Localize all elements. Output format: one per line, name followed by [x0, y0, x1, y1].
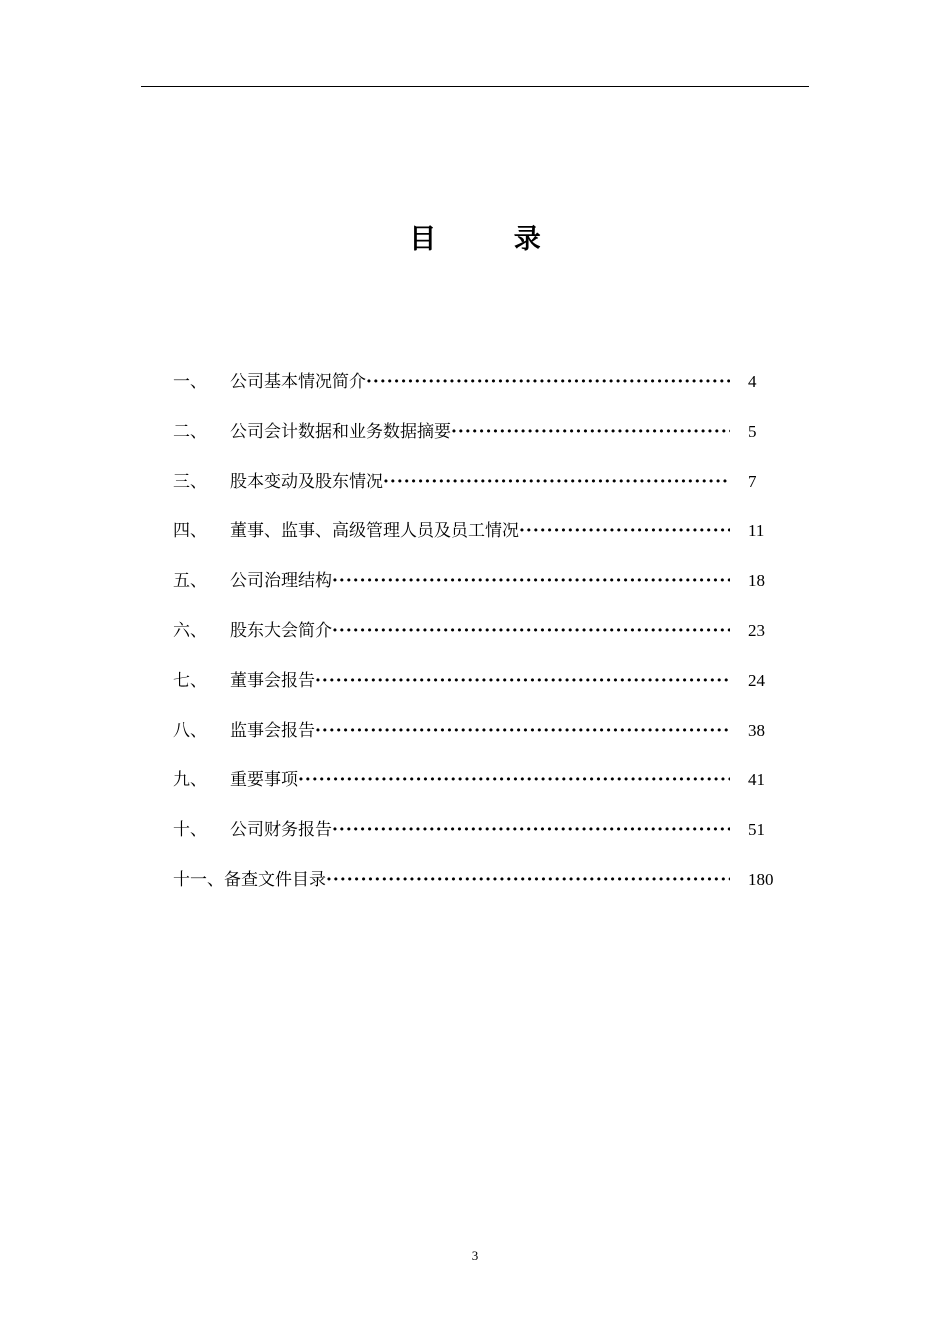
toc-dot-leader — [383, 468, 730, 496]
header-rule — [141, 86, 809, 87]
toc-item-text: 公司基本情况简介 — [230, 368, 366, 396]
toc-item-page: 18 — [748, 571, 765, 591]
toc-item-text: 备查文件目录 — [224, 866, 326, 894]
toc-dot-leader — [326, 866, 730, 894]
toc-item-page: 11 — [748, 521, 765, 541]
toc-item-7[interactable] — [173, 667, 793, 717]
toc-item-text: 股东大会简介 — [230, 617, 332, 645]
toc-item-number: 六、 — [173, 620, 207, 641]
toc-item-11[interactable] — [173, 866, 793, 916]
toc-item-number: 五、 — [173, 571, 207, 592]
toc-item-text: 董事会报告 — [230, 667, 315, 695]
toc-list — [173, 368, 793, 916]
toc-item-text: 公司治理结构 — [230, 567, 332, 595]
toc-dot-leader — [298, 766, 730, 794]
toc-item-page: 5 — [748, 421, 757, 441]
toc-item-page: 4 — [748, 372, 757, 391]
toc-item-text: 重要事项 — [230, 766, 298, 794]
toc-item-page: 7 — [748, 471, 757, 491]
toc-item-4[interactable] — [173, 517, 793, 567]
toc-item-text: 公司财务报告 — [230, 816, 332, 844]
toc-item-number: 十一、 — [173, 869, 224, 890]
toc-item-3[interactable] — [173, 468, 793, 518]
toc-dot-leader — [451, 418, 730, 446]
toc-item-10[interactable] — [173, 816, 793, 866]
toc-item-1[interactable] — [173, 368, 793, 418]
toc-dot-leader — [332, 617, 730, 645]
toc-item-page: 24 — [748, 670, 765, 690]
toc-item-number: 十、 — [173, 820, 207, 841]
toc-item-2[interactable] — [173, 418, 793, 468]
toc-item-page: 180 — [748, 869, 774, 889]
toc-item-number: 七、 — [173, 670, 207, 691]
toc-dot-leader — [519, 517, 730, 545]
toc-dot-leader — [366, 368, 730, 396]
toc-item-5[interactable] — [173, 567, 793, 617]
toc-item-number: 八、 — [173, 720, 207, 741]
toc-item-8[interactable] — [173, 717, 793, 767]
page-number: 3 — [471, 1248, 479, 1263]
toc-item-text: 公司会计数据和业务数据摘要 — [230, 418, 451, 446]
toc-item-page: 51 — [748, 820, 765, 840]
toc-item-page: 23 — [748, 620, 765, 640]
toc-item-number: 三、 — [173, 471, 207, 492]
toc-item-9[interactable] — [173, 766, 793, 816]
toc-item-number: 九、 — [173, 770, 207, 791]
toc-dot-leader — [315, 667, 730, 695]
toc-item-number: 二、 — [173, 421, 207, 442]
toc-item-number: 一、 — [173, 372, 207, 392]
toc-item-number: 四、 — [173, 521, 207, 542]
toc-dot-leader — [332, 816, 730, 844]
toc-item-text: 股本变动及股东情况 — [230, 468, 383, 496]
toc-item-page: 38 — [748, 720, 765, 740]
toc-item-page: 41 — [748, 770, 765, 790]
toc-title: 目 录 — [409, 224, 575, 255]
toc-item-6[interactable] — [173, 617, 793, 667]
toc-item-text: 监事会报告 — [230, 717, 315, 745]
toc-dot-leader — [315, 717, 730, 745]
toc-dot-leader — [332, 567, 730, 595]
toc-item-text: 董事、监事、高级管理人员及员工情况 — [230, 517, 519, 545]
